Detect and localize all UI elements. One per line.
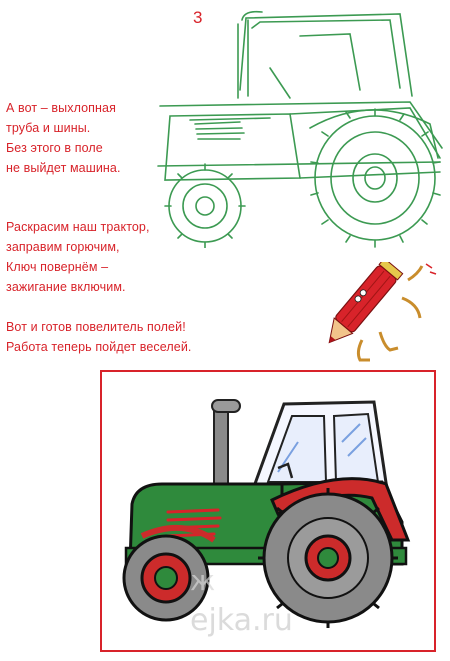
poem-line: труба и шины. [6, 121, 91, 135]
poem-line: Раскрасим наш трактор, [6, 220, 150, 234]
poem-stanza-2 [6, 217, 150, 297]
pencil-character-illustration [310, 262, 440, 372]
poem-line: зажигание включим. [6, 280, 126, 294]
watermark-text: ejka.ru [190, 603, 293, 638]
poem-line: Без этого в поле [6, 141, 103, 155]
colored-tractor-illustration [102, 372, 434, 650]
tractor-sketch-illustration [150, 8, 445, 248]
poem-stanza-1 [6, 98, 121, 178]
page-number: 3 [193, 8, 203, 27]
poem-line: Вот и готов повелитель полей! [6, 320, 186, 334]
colored-tractor-frame [100, 370, 436, 652]
svg-text:ж: ж [190, 564, 216, 597]
poem-stanza-3 [6, 317, 192, 357]
poem-line: заправим горючим, [6, 240, 120, 254]
poem-line: Ключ повернём – [6, 260, 109, 274]
poem-line: А вот – выхлопная [6, 101, 116, 115]
poem-line: Работа теперь пойдет веселей. [6, 340, 192, 354]
poem-line: не выйдет машина. [6, 161, 121, 175]
